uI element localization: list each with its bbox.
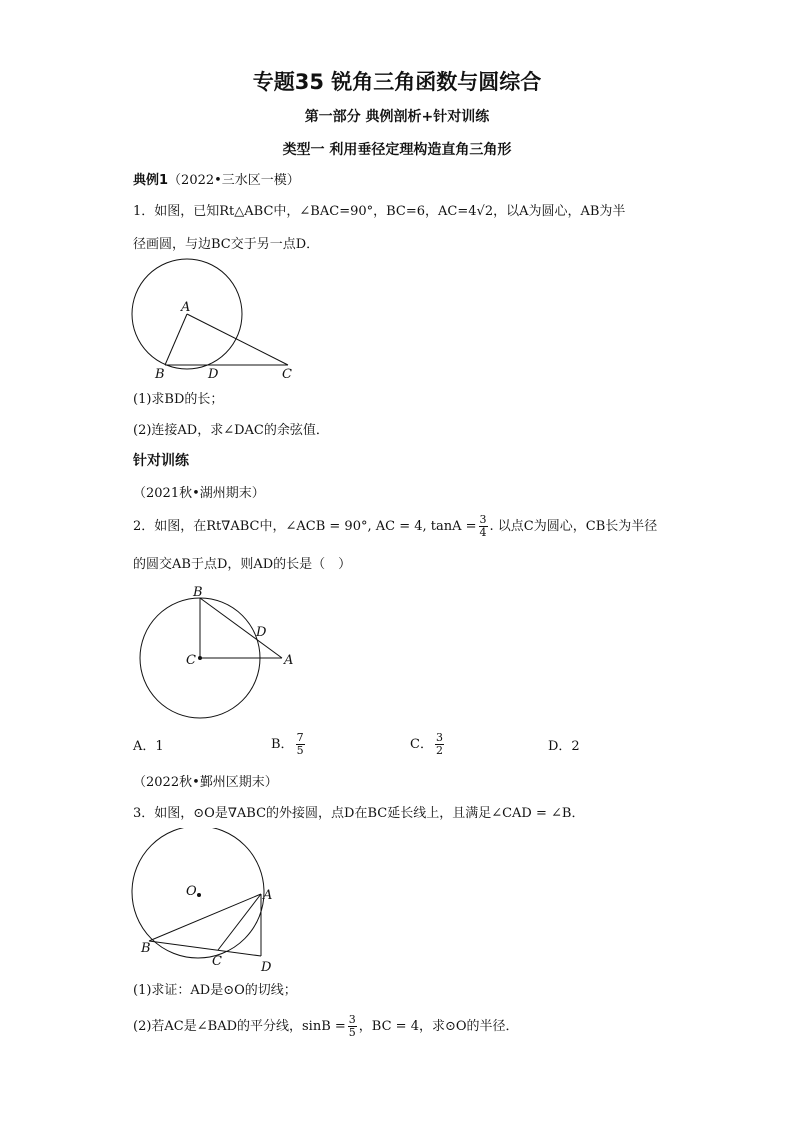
figure-1: [125, 258, 305, 383]
option-a: A．1: [133, 739, 164, 754]
problem3-fraction: [348, 1014, 357, 1039]
problem3-line1: 3．如图，⊙O是∇ABC的外接圆，点D在BC延长线上，且满足∠CAD = ∠B．: [133, 806, 585, 821]
figure3-circle: [132, 828, 264, 958]
figure3-label-c: C: [212, 954, 222, 969]
option-b: [271, 730, 307, 760]
figure-3: [130, 828, 290, 978]
figure2-label-a: A: [284, 653, 294, 668]
figure3-label-d: D: [261, 960, 272, 975]
option-c: [410, 730, 446, 760]
problem1-line1: 1．如图，已知Rt△ABC中，∠BAC=90°，BC=6，AC=4√2，以A为圆心，AB为半: [133, 204, 626, 219]
page-title: 专题35 锐角三角函数与圆综合: [252, 70, 542, 94]
example1-header: [133, 172, 300, 190]
figure3-label-a: A: [263, 888, 273, 903]
figure1-label-d: D: [208, 367, 219, 382]
problem3-question1: (1)求证：AD是⊙O的切线；: [133, 983, 297, 998]
figure2-segment-ba: [200, 598, 282, 658]
problem1-line2: 径画圆，与边BC交于另一点D．: [133, 237, 320, 252]
figure2-label-c: C: [186, 653, 196, 668]
fraction-denominator: 2: [435, 744, 443, 757]
option-d: D．2: [548, 739, 580, 754]
part-heading: 第一部分 典例剖析+针对训练: [304, 109, 490, 125]
problem1-question1: (1)求BD的长；: [133, 392, 224, 407]
option-c-prefix: C．: [410, 737, 433, 752]
fraction-denominator: 5: [296, 744, 304, 757]
example1-label: 典例1: [133, 173, 169, 188]
figure3-segment-ac: [218, 894, 261, 950]
figure2-label-d: D: [256, 625, 267, 640]
figure3-label-b: B: [141, 941, 151, 956]
figure1-segment-ac: [187, 314, 288, 365]
fraction-denominator: 4: [479, 526, 487, 539]
problem2-text-a: 2．如图，在Rt∇ABC中，∠ACB = 90°, AC = 4, tanA =: [133, 519, 477, 534]
problem3-q2-text-a: (2)若AC是∠BAD的平分线，sinB =: [133, 1019, 346, 1034]
fraction-denominator: 5: [348, 1026, 356, 1039]
problem2-line1: [133, 512, 657, 542]
figure2-label-b: B: [193, 585, 203, 600]
problem3-q2-text-b: ，BC = 4，求⊙O的半径．: [358, 1019, 519, 1034]
option-b-prefix: B．: [271, 737, 294, 752]
training-heading: 针对训练: [133, 453, 189, 469]
fraction-numerator: 3: [479, 513, 487, 526]
example1-source: （2022•三水区一模）: [168, 173, 300, 188]
option-c-fraction: [435, 732, 444, 757]
figure1-label-c: C: [282, 367, 292, 382]
problem3-question2: [133, 1012, 519, 1042]
figure1-label-b: B: [155, 367, 165, 382]
fraction-numerator: 3: [348, 1013, 356, 1026]
problem2-source: （2021秋•湖州期末）: [133, 486, 265, 501]
figure1-segment-ab: [165, 314, 187, 365]
figure-2: [130, 580, 310, 725]
problem2-line2: 的圆交AB于点D，则AD的长是（ ）: [133, 557, 352, 572]
figure3-center-dot: [197, 893, 201, 897]
figure3-segment-ab: [149, 894, 261, 941]
problem2-text-b: . 以点C为圆心，CB长为半径: [489, 519, 658, 534]
figure3-label-o: O: [186, 884, 197, 899]
figure3-segment-bd: [149, 941, 261, 956]
figure1-label-a: A: [181, 300, 191, 315]
fraction-numerator: 7: [296, 731, 304, 744]
problem2-fraction: [479, 514, 488, 539]
option-b-fraction: [296, 732, 305, 757]
problem3-source: （2022秋•鄞州区期末）: [133, 775, 278, 790]
problem1-question2: (2)连接AD，求∠DAC的余弦值．: [133, 423, 329, 438]
type-heading: 类型一 利用垂径定理构造直角三角形: [282, 142, 512, 158]
figure2-center-dot: [198, 656, 202, 660]
fraction-numerator: 3: [435, 731, 443, 744]
